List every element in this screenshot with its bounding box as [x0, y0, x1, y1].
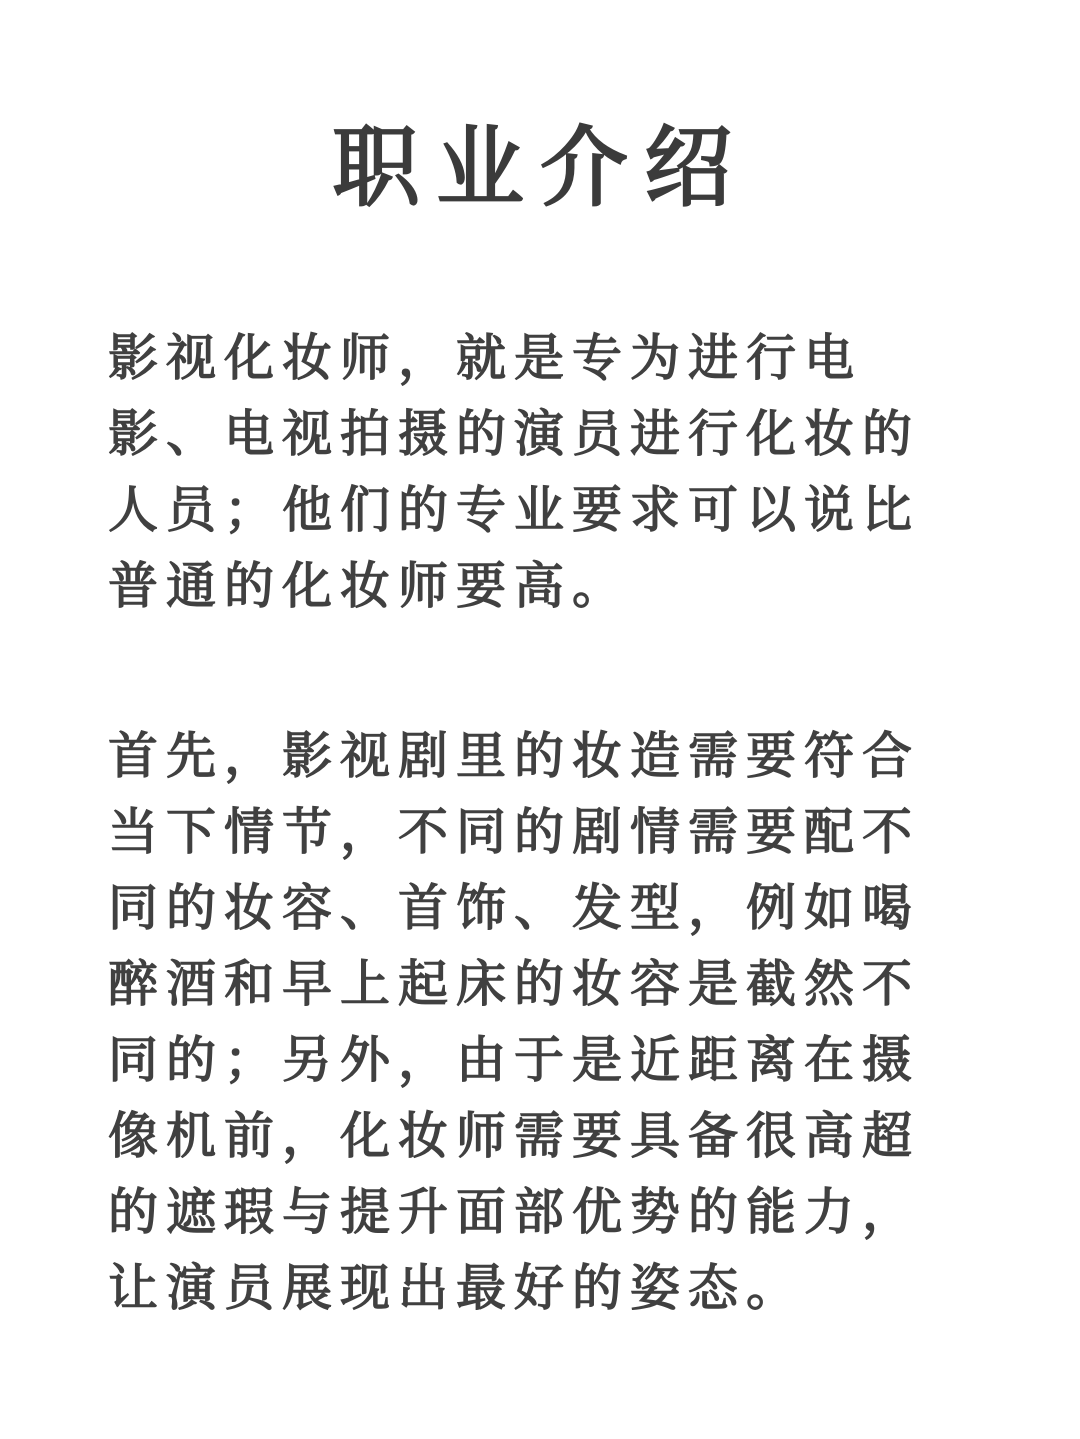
text-line: 让演员展现出最好的姿态。: [108, 1258, 804, 1317]
detail-paragraph: [108, 718, 978, 1326]
text-line: 普通的化妆师要高。: [108, 556, 630, 615]
text-line: 同的妆容、首饰、发型，例如喝: [108, 878, 920, 937]
text-line: 首先，影视剧里的妆造需要符合: [108, 726, 920, 785]
text-line: 的遮瑕与提升面部优势的能力，: [108, 1182, 920, 1241]
text-line: 醉酒和早上起床的妆容是截然不: [108, 954, 920, 1013]
text-line: 当下情节，不同的剧情需要配不: [108, 802, 920, 861]
text-line: 影、电视拍摄的演员进行化妆的: [108, 404, 920, 463]
text-line: 影视化妆师，就是专为进行电: [108, 328, 862, 387]
text-line: 同的；另外，由于是近距离在摄: [108, 1030, 920, 1089]
text-line: 人员；他们的专业要求可以说比: [108, 480, 920, 539]
text-line: 像机前，化妆师需要具备很高超: [108, 1106, 920, 1165]
page-title: 职业介绍: [331, 115, 748, 219]
intro-paragraph: [108, 320, 978, 624]
